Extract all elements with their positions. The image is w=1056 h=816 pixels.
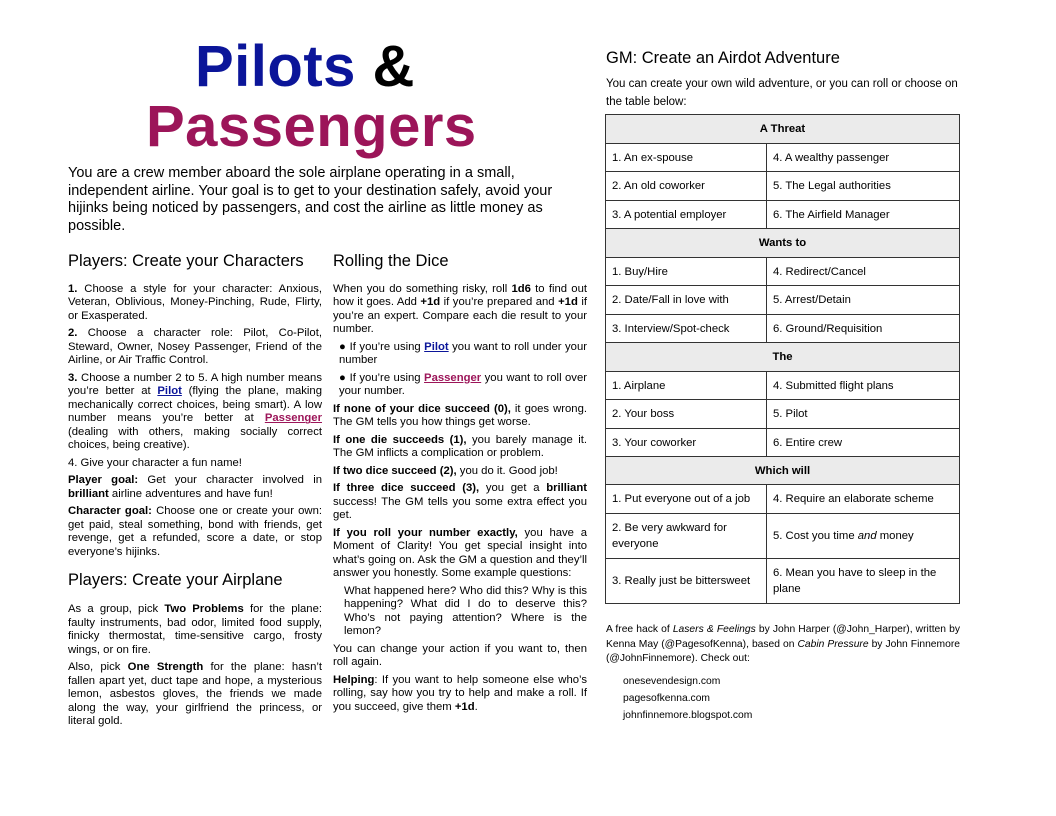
dice-intro: When you do something risky, roll 1d6 to find out how it goes. Add +1d if you’re prepared and +1d if you’re an expert. Compare each die result to your number.	[333, 282, 587, 336]
pilot-link[interactable]: Pilot	[424, 340, 449, 353]
result-two: If two dice succeed (2), you do it. Good job!	[333, 464, 558, 477]
characters-column	[68, 252, 322, 733]
table-cell: 6. Ground/Requisition	[767, 315, 960, 343]
table-cell: 3. A potential employer	[606, 201, 767, 229]
table-cell: 6. Entire crew	[767, 429, 960, 457]
player-goal: Player goal: Get your character involved in brilliant airline adventures and have fun!	[68, 474, 322, 500]
example-questions: What happened here? Who did this? Why is this happening? What did I do to deserve this? Who’s not paying attention? Where is the lemon?	[344, 584, 587, 638]
characters-heading: Players: Create your Characters	[68, 252, 304, 270]
dice-column	[333, 252, 587, 718]
result-one: If one die succeeds (1), you barely manage it. The GM inflicts a complication or problem.	[333, 433, 587, 460]
result-three: If three dice succeed (3), you get a brilliant success! The GM tells you some extra effect you get.	[333, 482, 587, 522]
airplane-heading: Players: Create your Airplane	[68, 571, 283, 590]
airplane-problems: As a group, pick Two Problems for the plane: faulty instruments, bad odor, limited food supply, finicky thermostat, time-sensitive cargo, frosty wings, or on fire.	[68, 603, 322, 656]
table-cell: 6. Mean you have to sleep in the plane	[767, 559, 960, 604]
bullet-passenger: ● If you’re using Passenger you want to roll over your number.	[339, 371, 588, 398]
title-pilots: Pilots	[195, 34, 356, 99]
table-cell: 4. A wealthy passenger	[767, 144, 960, 172]
table-header-which-will: Which will	[606, 457, 960, 485]
table-cell: 3. Really just be bittersweet	[606, 559, 767, 604]
intro-text: You are a crew member aboard the sole airplane operating in a small, independent airline. Your goal is to get to your destination safely, avoid your hijinks being noticed by passengers, and cost the airline as little money as possible.	[68, 165, 553, 234]
table-cell: 5. The Legal authorities	[767, 172, 960, 201]
table-cell: 1. An ex-spouse	[606, 144, 767, 172]
gm-heading: GM: Create an Airdot Adventure	[606, 49, 840, 67]
result-none: If none of your dice succeed (0), it goes wrong. The GM tells you how things get worse.	[333, 402, 587, 429]
airplane-strength: Also, pick One Strength for the plane: hasn’t fallen apart yet, duct tape and hope, a mysterious lemon, asbestos gloves, the friends we made along the way, your girlfriend the princess, or literal gold.	[68, 661, 322, 728]
title-passengers: Passengers	[146, 94, 477, 159]
step-1: 1. Choose a style for your character: Anxious, Veteran, Oblivious, Money-Pinching, Rude, Flirty, or Exasperated.	[68, 282, 323, 322]
gm-intro: You can create your own wild adventure, or you can roll or choose on the table below:	[606, 78, 958, 108]
table-header-the: The	[606, 343, 960, 372]
passenger-link[interactable]: Passenger	[424, 371, 482, 384]
table-cell: 4. Require an elaborate scheme	[767, 485, 960, 514]
table-cell: 3. Your coworker	[606, 429, 767, 457]
table-cell: 5. Arrest/Detain	[767, 286, 960, 315]
table-cell: 1. Put everyone out of a job	[606, 485, 767, 514]
pilot-link[interactable]: Pilot	[157, 385, 182, 398]
character-goal: Character goal: Choose one or create your own: get paid, steal something, bond with friends, get revenge, get a refunded, score a date, or stop everyone’s hijinks.	[68, 505, 322, 558]
step-3: 3. Choose a number 2 to 5. A high number means you’re better at Pilot (flying the plane, making mechanically correct choices, being smart). A low number means you’re better at Passenger (dealing with others, making socially correct choices, being creative).	[68, 371, 322, 452]
title-line1	[195, 34, 415, 99]
table-cell-money: 5. Cost you time and money	[767, 514, 960, 559]
table-cell: 2. Date/Fall in love with	[606, 286, 767, 315]
step-4: 4. Give your character a fun name!	[68, 456, 242, 469]
table-header-wants: Wants to	[606, 229, 960, 258]
table-cell: 3. Interview/Spot-check	[606, 315, 767, 343]
table-header-threat: A Threat	[606, 115, 960, 144]
dice-heading: Rolling the Dice	[333, 252, 449, 270]
table-cell: 2. Be very awkward for everyone	[606, 514, 767, 559]
change-action: You can change your action if you want to, then roll again.	[333, 642, 587, 669]
bullet-pilot: ● If you’re using Pilot you want to roll under your number	[339, 340, 587, 367]
title-ampersand: &	[372, 34, 415, 99]
credit-text: A free hack of Lasers & Feelings by John Harper (@John_Harper), written by Kenna May (@PagesofKenna), based on Cabin Pressure by John Finnemore (@JohnFinnemore). Check out:	[606, 624, 960, 664]
table-cell: 6. The Airfield Manager	[767, 201, 960, 229]
table-cell: 2. Your boss	[606, 400, 767, 429]
table-cell: 5. Pilot	[767, 400, 960, 429]
table-cell: 4. Redirect/Cancel	[767, 258, 960, 286]
helping: Helping: If you want to help someone else who’s rolling, say how you try to help and make a roll. If you succeed, give them +1d.	[333, 673, 587, 713]
passenger-link[interactable]: Passenger	[264, 412, 322, 425]
link-onesevendesign[interactable]: onesevendesign.com	[623, 676, 721, 687]
link-pagesofkenna[interactable]: pagesofkenna.com	[623, 693, 711, 704]
table-cell: 1. Airplane	[606, 372, 767, 400]
adventure-table	[605, 114, 960, 604]
link-johnfinnemore[interactable]: johnfinnemore.blogspot.com	[623, 710, 753, 721]
result-exact: If you roll your number exactly, you have a Moment of Clarity! You get special insight into what’s going on. Ask the GM a question and they’ll answer you honestly. Some example questions:	[333, 526, 587, 580]
table-cell: 1. Buy/Hire	[606, 258, 767, 286]
links-list	[623, 673, 752, 724]
table-cell: 2. An old coworker	[606, 172, 767, 201]
table-cell: 4. Submitted flight plans	[767, 372, 960, 400]
step-2: 2. Choose a character role: Pilot, Co-Pilot, Steward, Owner, Nosey Passenger, Friend of the Airline, or Air Traffic Control.	[68, 327, 322, 367]
